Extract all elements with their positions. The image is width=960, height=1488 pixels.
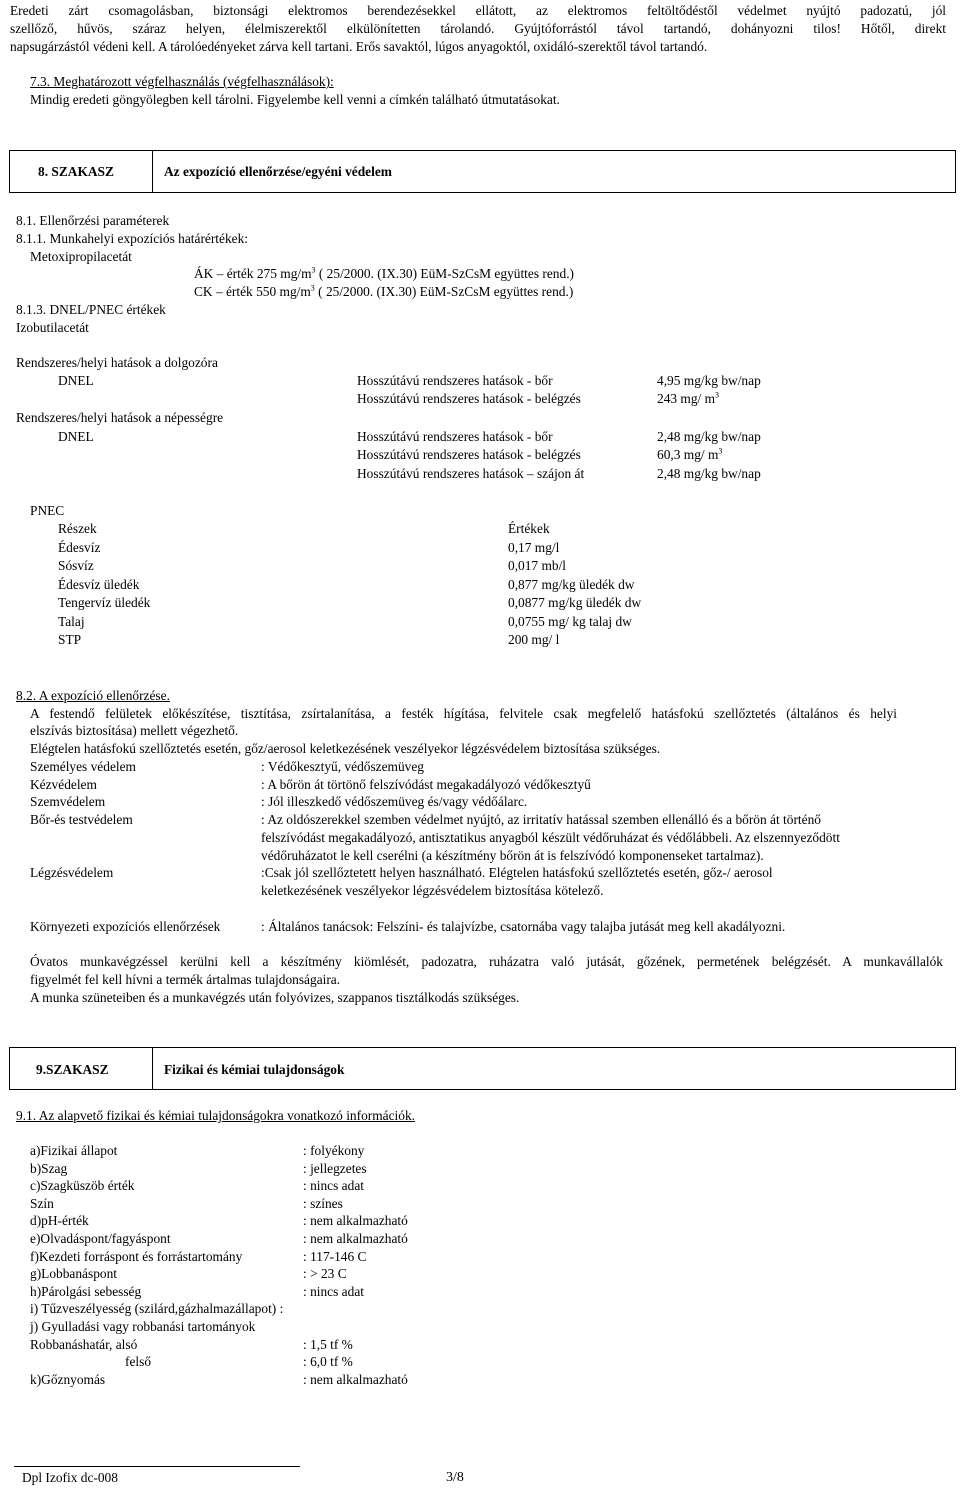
s82-paragraph: A munka szüneteiben és a munkavégzés után folyóvizes, szappanos tisztálkodás szükséges. bbox=[30, 990, 520, 1005]
section-8-1-heading: 8.1. Ellenőrzési paraméterek bbox=[16, 213, 170, 228]
dnel-effect: Hosszútávú rendszeres hatások - belégzés bbox=[357, 391, 581, 406]
property-label: a)Fizikai állapot bbox=[30, 1143, 118, 1158]
pnec-col-values: Értékek bbox=[508, 521, 550, 536]
property-label: Szín bbox=[30, 1196, 54, 1211]
storage-text-line: Eredeti zárt csomagolásban, biztonsági elektromos berendezésekkel ellátott, az elektromos feltöltődéstől védelmet nyújtó padozatú, jól bbox=[10, 3, 946, 18]
dnel-label: DNEL bbox=[58, 429, 94, 444]
protection-text: : Jól illeszkedő védőszemüveg és/vagy védőálarc. bbox=[261, 794, 528, 809]
s82-paragraph: Elégtelen hatásfokú szellőztetés esetén, gőz/aerosol keletkezésének veszélyekor légzésvédelem biztosítása szükséges. bbox=[30, 741, 661, 756]
property-label: e)Olvadáspont/fagyáspont bbox=[30, 1231, 171, 1246]
pnec-part: Tengervíz üledék bbox=[58, 595, 151, 610]
property-value: : nincs adat bbox=[303, 1284, 364, 1299]
property-label: g)Lobbanáspont bbox=[30, 1266, 118, 1281]
dnel-value: 243 mg/ $m^3$ bbox=[657, 390, 720, 406]
property-label: h)Párolgási sebesség bbox=[30, 1284, 142, 1299]
footer-rule bbox=[14, 1466, 300, 1467]
ck-limit: CK – érték 550 $mg/m^3$ ( 25/2000. (IX.30) EüM-SzCsM együttes rend.) bbox=[194, 283, 574, 299]
property-value: : 117-146 C bbox=[303, 1249, 367, 1264]
protection-text: : Az oldószerekkel szemben védelmet nyújtó, az irritatív hatással szemben ellenálló és a bőrön át történő bbox=[261, 812, 821, 827]
pnec-part: Sósvíz bbox=[58, 558, 94, 573]
protection-text: védőruházatot le kell cserélni (a készítmény bőrön át is felszívódó komponenseket tartalmaz). bbox=[261, 848, 764, 863]
pnec-part: Édesvíz üledék bbox=[58, 577, 140, 592]
dnel-effect: Hosszútávú rendszeres hatások - bőr bbox=[357, 429, 553, 444]
section-8-1-1-heading: 8.1.1. Munkahelyi expozíciós határértékek: bbox=[16, 231, 249, 246]
property-label: f)Kezdeti forráspont és forrástartomány bbox=[30, 1249, 243, 1264]
protection-text: : A bőrön át törtönő felszívódást megakadályozó védőkesztyű bbox=[261, 777, 591, 792]
property-value: : színes bbox=[303, 1196, 343, 1211]
dnel-value: 2,48 mg/kg bw/nap bbox=[657, 429, 761, 444]
property-label: i) Tűzveszélyesség (szilárd,gázhalmazállapot) : bbox=[30, 1301, 284, 1316]
storage-text-line: szellőző, hűvös, száraz helyen, élelmiszerektől elkülönítetten tárolandó. Gyújtóforrástól távol tartandó, dohányozni tilos! Hőtől, direkt bbox=[10, 21, 946, 36]
pnec-value: 0,877 mg/kg üledék dw bbox=[508, 577, 635, 592]
substance-name: Metoxipropilacetát bbox=[30, 249, 132, 264]
section-8-header-box bbox=[9, 150, 956, 193]
protection-text: :Csak jól szellőztetett helyen használható. Elégtelen hatásfokú szellőztetés esetén, gőz-/ aerosol bbox=[261, 865, 773, 880]
property-label: d)pH-érték bbox=[30, 1213, 89, 1228]
pnec-value: 0,17 mg/l bbox=[508, 540, 560, 555]
section-8-1-3-heading: 8.1.3. DNEL/PNEC értékek bbox=[16, 302, 166, 317]
property-label: b)Szag bbox=[30, 1161, 68, 1176]
dnel-label: DNEL bbox=[58, 373, 94, 388]
protection-label: Bőr-és testvédelem bbox=[30, 812, 133, 827]
property-value: : jellegzetes bbox=[303, 1161, 367, 1176]
dnel-effect: Hosszútávú rendszeres hatások – szájon át bbox=[357, 466, 585, 481]
section-8-title: Az expozíció ellenőrzése/egyéni védelem bbox=[164, 164, 392, 179]
dnel-effect: Hosszútávú rendszeres hatások - bőr bbox=[357, 373, 553, 388]
pnec-value: 0,0755 mg/ kg talaj dw bbox=[508, 614, 632, 629]
pnec-value: 0,0877 mg/kg üledék dw bbox=[508, 595, 642, 610]
property-value: : nem alkalmazható bbox=[303, 1372, 408, 1387]
pnec-value: 0,017 mb/l bbox=[508, 558, 567, 573]
section-7-3-heading: 7.3. Meghatározott végfelhasználás (végfelhasználások): bbox=[30, 74, 334, 89]
dnel-value: 60,3 mg/ $m^3$ bbox=[657, 446, 723, 462]
section-9-title: Fizikai és kémiai tulajdonságok bbox=[164, 1062, 345, 1077]
section-8-number: 8. SZAKASZ bbox=[38, 164, 114, 179]
property-label: k)Gőznyomás bbox=[30, 1372, 106, 1387]
footer-doc-id: Dpl Izofix dc-008 bbox=[22, 1470, 118, 1485]
property-label: c)Szagküszöb érték bbox=[30, 1178, 135, 1193]
s82-paragraph-line: figyelmét fel kell hívni a termék ártalmas tulajdonságaira. bbox=[30, 972, 341, 987]
property-value: : nincs adat bbox=[303, 1178, 364, 1193]
pnec-value: 200 mg/ l bbox=[508, 632, 560, 647]
protection-label: Személyes védelem bbox=[30, 759, 136, 774]
pnec-col-parts: Részek bbox=[58, 521, 97, 536]
dnel-effect: Hosszútávú rendszeres hatások - belégzés bbox=[357, 447, 581, 462]
dnel-value: 2,48 mg/kg bw/nap bbox=[657, 466, 761, 481]
pnec-part: Édesvíz bbox=[58, 540, 101, 555]
pnec-part: Talaj bbox=[58, 614, 85, 629]
property-label: Robbanáshatár, alsó bbox=[30, 1337, 138, 1352]
pnec-title: PNEC bbox=[30, 503, 65, 518]
protection-label: Kézvédelem bbox=[30, 777, 97, 792]
env-exposure-text: : Általános tanácsok: Felszíni- és talajvízbe, csatornába vagy talajba jutását meg kell akadályozni. bbox=[261, 919, 786, 934]
env-exposure-label: Környezeti expozíciós ellenőrzések bbox=[30, 919, 221, 934]
s82-paragraph-line: elszívás biztosítása) mellett végezhető. bbox=[30, 723, 239, 738]
protection-label: Légzésvédelem bbox=[30, 865, 114, 880]
storage-text-line: napsugárzástól védeni kell. A tárolóedényeket zárva kell tartani. Erős savaktól, lúgos anyagoktól, oxidáló-szerektől távol tartandó. bbox=[10, 39, 708, 54]
property-label: felső bbox=[125, 1354, 152, 1369]
section-9-header-box bbox=[9, 1047, 956, 1090]
property-value: : 6,0 tf % bbox=[303, 1354, 353, 1369]
ak-limit: ÁK – érték 275 $mg/m^3$ ( 25/2000. (IX.30) EüM-SzCsM együttes rend.) bbox=[194, 265, 575, 281]
section-9-1-heading: 9.1. Az alapvető fizikai és kémiai tulajdonságokra vonatkozó információk. bbox=[16, 1108, 415, 1123]
s82-paragraph-line: A festendő felületek előkészítése, tisztítása, zsírtalanítása, a festék hígítása, felvitele csak megfelelő hatásfokú szellőztetés (általános és helyi bbox=[30, 706, 897, 721]
protection-label: Szemvédelem bbox=[30, 794, 106, 809]
property-label: j) Gyulladási vagy robbanási tartományok bbox=[30, 1319, 256, 1334]
dnel-population-heading: Rendszeres/helyi hatások a népességre bbox=[16, 410, 224, 425]
property-value: : nem alkalmazható bbox=[303, 1213, 408, 1228]
pnec-part: STP bbox=[58, 632, 82, 647]
substance-name: Izobutilacetát bbox=[16, 320, 89, 335]
section-8-2-heading: 8.2. A expozíció ellenőrzése. bbox=[16, 688, 170, 703]
section-7-3-text: Mindig eredeti göngyölegben kell tárolni. Figyelembe kell venni a címkén található útmutatásokat. bbox=[30, 92, 560, 107]
footer-page-number: 3/8 bbox=[446, 1470, 464, 1485]
property-value: : nem alkalmazható bbox=[303, 1231, 408, 1246]
section-9-number: 9.SZAKASZ bbox=[36, 1062, 109, 1077]
protection-text: : Védőkesztyű, védőszemüveg bbox=[261, 759, 425, 774]
s82-paragraph-line: Óvatos munkavégzéssel kerülni kell a készítmény kiömlését, padozatra, ruházatra való jutását, gőzének, permetének belégzését. A munkavállalók bbox=[30, 954, 943, 969]
property-value: : folyékony bbox=[303, 1143, 365, 1158]
dnel-value: 4,95 mg/kg bw/nap bbox=[657, 373, 761, 388]
protection-text: felszívódást megakadályozó, antisztatikus anyagból készült védőruházat és védőlábbeli. Az elszennyeződött bbox=[261, 830, 840, 845]
property-value: : 1,5 tf % bbox=[303, 1337, 353, 1352]
property-value: : > 23 C bbox=[303, 1266, 347, 1281]
dnel-workers-heading: Rendszeres/helyi hatások a dolgozóra bbox=[16, 355, 218, 370]
protection-text: keletkezésének veszélyekor légzésvédelem biztosítása kötelező. bbox=[261, 883, 604, 898]
